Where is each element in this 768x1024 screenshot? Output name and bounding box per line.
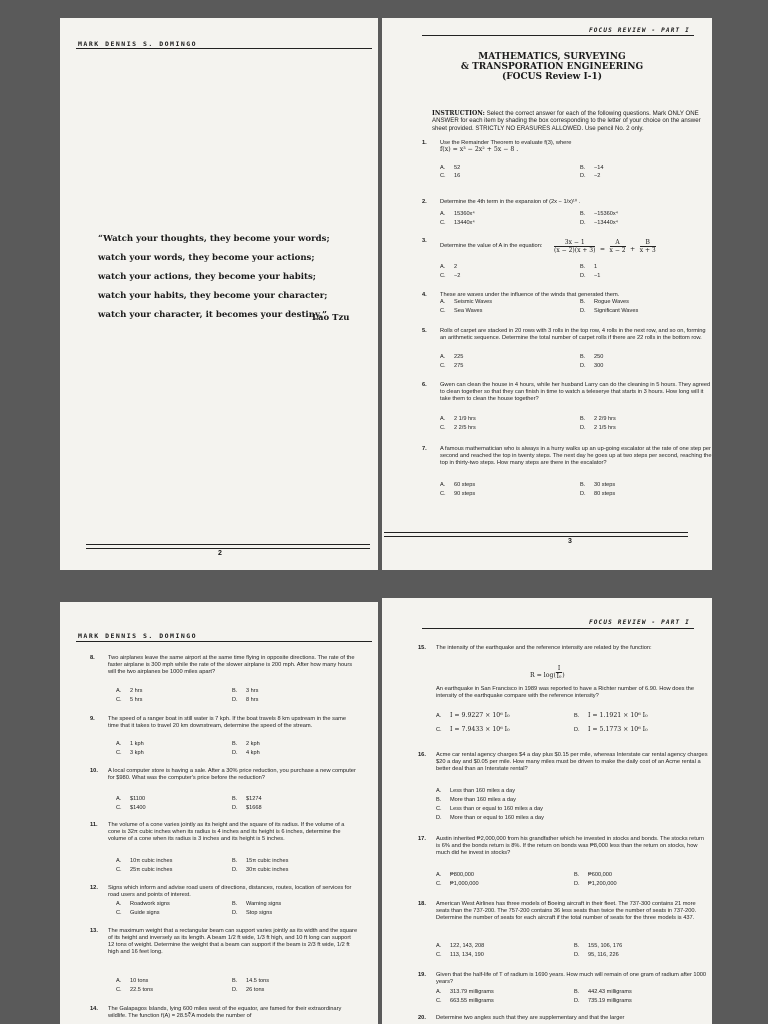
option-a[interactable]: A. 60 steps bbox=[440, 482, 476, 488]
option-b[interactable]: B. More than 160 miles a day bbox=[436, 797, 516, 803]
question-number: 10. bbox=[90, 768, 98, 774]
question-text: Signs which inform and advise road users of directions, distances, routes, location of services for road users and points of interest. bbox=[108, 885, 352, 898]
question-number: 11. bbox=[90, 822, 98, 828]
option-a[interactable]: A. Roadwork signs bbox=[116, 901, 170, 907]
option-b[interactable]: B. 1 bbox=[580, 264, 598, 270]
question-number: 19. bbox=[418, 972, 426, 978]
question-text: Given that the half-life of T of radium is 1690 years. How much will remain of one gram of radium after 1000 years? bbox=[436, 972, 707, 985]
question-text: Acme car rental agency charges $4 a day plus $0.15 per mile, whereas Interstate car rental agency charges $20 a day and $0.05 per mile. How many miles must be driven to make the daily cost of an Acme rental a better deal than an Interstate rental? bbox=[436, 752, 708, 772]
option-a[interactable]: A. 122, 143, 208 bbox=[436, 943, 485, 949]
author-header: MARK DENNIS S. DOMINGO bbox=[78, 632, 198, 640]
question-number: 3. bbox=[422, 238, 427, 244]
page-2 bbox=[60, 18, 378, 570]
question-number: 5. bbox=[422, 328, 427, 334]
option-b[interactable]: B. I = 1.1921 × 10⁶ I₀ bbox=[574, 712, 648, 719]
option-c[interactable]: C. $1400 bbox=[116, 805, 146, 811]
quote-line: watch your actions, they become your habits; bbox=[98, 272, 316, 282]
equation: $\frac{3x - 1}{(x - 2)(x + 3)}$ = $\frac{A}{x - 2}$ + $\frac{B}{x + 3}$ bbox=[554, 239, 656, 255]
option-b[interactable]: B. Warning signs bbox=[232, 901, 282, 907]
question-text: The volume of a cone varies jointly as its height and the square of its radius. If the volume of a cone is 32π cubic inches when its radius is 4 inches and its height is 6 inches, determine the volume of a cone when its radius is 3 inches and its height is 5 inches. bbox=[108, 822, 345, 842]
question-text: A famous mathematician who is always in a hurry walks up an up-going escalator at the rate of one step per second and reached the top in twenty steps. The next day he goes up at two steps per second, reaching the top in thirty-two steps. How many steps are there in the escalator? bbox=[440, 446, 712, 466]
focus-header: FOCUS REVIEW - PART I bbox=[588, 619, 690, 626]
question-text: A local computer store is having a sale. After a 30% price reduction, you purchase a new computer for $980. What was the computer's price before the reduction? bbox=[108, 768, 356, 781]
question-number: 9. bbox=[90, 716, 95, 722]
option-c[interactable]: C. 5 hrs bbox=[116, 697, 143, 703]
footer-rule bbox=[86, 544, 370, 549]
option-a[interactable]: A. 313.79 milligrams bbox=[436, 989, 494, 995]
option-c[interactable]: C. 16 bbox=[440, 173, 461, 179]
option-c[interactable]: C. 3 kph bbox=[116, 750, 144, 756]
option-a[interactable]: A. ₱800,000 bbox=[436, 872, 474, 878]
option-a[interactable]: A. 1 kph bbox=[116, 741, 144, 747]
option-b[interactable]: B. 14.5 tons bbox=[232, 978, 270, 984]
option-d[interactable]: D. 4 kph bbox=[232, 750, 260, 756]
option-d[interactable]: D. −2 bbox=[580, 173, 601, 179]
option-a[interactable]: A. 10 tons bbox=[116, 978, 149, 984]
title-line: MATHEMATICS, SURVEYING bbox=[478, 52, 626, 62]
title-line: & TRANSPORATION ENGINEERING bbox=[460, 62, 644, 72]
option-d[interactable]: D. 80 steps bbox=[580, 491, 616, 497]
option-d[interactable]: D. −13440x⁴ bbox=[580, 220, 619, 226]
question-number: 16. bbox=[418, 752, 426, 758]
question-number: 15. bbox=[418, 645, 426, 651]
question-number: 14. bbox=[90, 1006, 98, 1012]
option-c[interactable]: C. 22.5 tons bbox=[116, 987, 154, 993]
option-a[interactable]: A. 225 bbox=[440, 354, 464, 360]
option-b[interactable]: B. −14 bbox=[580, 165, 604, 171]
page-number: 3 bbox=[568, 538, 572, 545]
question-number: 18. bbox=[418, 901, 426, 907]
option-d[interactable]: D. 8 hrs bbox=[232, 697, 259, 703]
page-number: 2 bbox=[218, 550, 222, 557]
question-expression: f(x) = x³ − 2x² + 5x − 8 . bbox=[440, 145, 519, 153]
question-number: 20. bbox=[418, 1015, 426, 1021]
option-d[interactable]: D. 95, 116, 226 bbox=[574, 952, 619, 958]
option-d[interactable]: D. ₱1,200,000 bbox=[574, 881, 617, 887]
question-15-context bbox=[436, 686, 708, 700]
option-d[interactable]: D. Significant Waves bbox=[580, 308, 639, 314]
option-d[interactable]: D. −1 bbox=[580, 273, 601, 279]
option-b[interactable]: B. 30 steps bbox=[580, 482, 616, 488]
question-text: Rolls of carpet are stacked in 20 rows with 3 rolls in the top row, 4 rolls in the next row, and so on, forming an arithmetic sequence. Determine the total number of carpet rolls if there are 22 rolls in the bottom row. bbox=[440, 328, 706, 341]
question-number: 12. bbox=[90, 885, 98, 891]
option-d[interactable]: D. 735.19 milligrams bbox=[574, 998, 632, 1004]
option-b[interactable]: B. Rogue Waves bbox=[580, 299, 629, 305]
question-text: The maximum weight that a rectangular beam can support varies jointly as its width and the square of its height and inversely as its length. A beam 1/2 ft wide, 1/3 ft high, and 10 ft long can support 12 tons of weight. Determine the weight that a beam can support if the beam is 2/3 ft wide, 1/2 ft high and 16 feet long. bbox=[108, 928, 358, 955]
question-text: The Galapagos Islands, lying 600 miles west of the equator, are famed for their extraordinary wildlife. The function f(A) = 28.5∛A models the number of bbox=[108, 1006, 342, 1019]
option-a[interactable]: A. 2 1/9 hrs bbox=[440, 416, 476, 422]
question-text: These are waves under the influence of the winds that generated them. bbox=[440, 292, 620, 298]
option-d[interactable]: D. I = 5.1773 × 10⁶ I₀ bbox=[574, 726, 648, 733]
header-rule bbox=[76, 48, 372, 49]
option-a[interactable]: A. $1100 bbox=[116, 796, 146, 802]
question-text: Determine the 4th term in the expansion of (2x − 1/x)¹⁰ . bbox=[440, 199, 581, 205]
title-line: (FOCUS Review I-1) bbox=[501, 72, 603, 82]
option-c[interactable]: C. 25π cubic inches bbox=[116, 867, 173, 873]
quote-author: Lao Tzu bbox=[312, 313, 350, 323]
instruction bbox=[432, 110, 708, 132]
page-3 bbox=[382, 18, 712, 570]
instruction-label: INSTRUCTION: bbox=[432, 110, 485, 117]
option-b[interactable]: B. 15π cubic inches bbox=[232, 858, 289, 864]
footer-rule bbox=[384, 532, 688, 537]
question-text: Gwen can clean the house in 4 hours, while her husband Larry can do the cleaning in 5 hours. They agreed to clean together so that they can finish in time to watch a teleserye that starts in 3 hours. How long will it take them to clean the house together? bbox=[440, 382, 711, 402]
option-d[interactable]: D. 26 tons bbox=[232, 987, 265, 993]
option-b[interactable]: B. 2 2/9 hrs bbox=[580, 416, 616, 422]
question-number: 2. bbox=[422, 199, 427, 205]
header-rule bbox=[76, 641, 372, 642]
option-a[interactable]: A. Less than 160 miles a day bbox=[436, 788, 515, 794]
option-d[interactable]: D. 30π cubic inches bbox=[232, 867, 289, 873]
option-c[interactable]: C. 663.55 milligrams bbox=[436, 998, 494, 1004]
quote-line: watch your words, they become your actions; bbox=[98, 253, 315, 263]
option-d[interactable]: D. $1668 bbox=[232, 805, 262, 811]
option-b[interactable]: B. 3 hrs bbox=[232, 688, 259, 694]
question-number: 4. bbox=[422, 292, 427, 298]
option-a[interactable]: A. 15360x⁴ bbox=[440, 211, 475, 217]
focus-header: FOCUS REVIEW - PART I bbox=[588, 27, 690, 34]
option-d[interactable]: D. Stop signs bbox=[232, 910, 273, 916]
question-number: 1. bbox=[422, 140, 427, 146]
instruction-text: Select the correct answer for each of the following questions. Mark ONLY ONE ANSWER for each item by shading the box corresponding to the letter of your choice on the answer sheet provided. STRICTLY NO ERASURES ALLOWED. Use pencil No. 2 only. bbox=[432, 110, 701, 132]
header-rule bbox=[422, 35, 694, 36]
option-c[interactable]: C. 113, 134, 190 bbox=[436, 952, 484, 958]
option-b[interactable]: B. 2 kph bbox=[232, 741, 260, 747]
question-text: American West Airlines has three models of Boeing aircraft in their fleet. The 737-300 contains 21 more seats than the 737-200. The 757-200 contains 36 less seats than twice the number of seats in 737-200. Determine the number of seats for each aircraft if the total number of seats for the three models is 437. bbox=[436, 901, 697, 921]
question-text: Use the Remainder Theorem to evaluate f(3), where bbox=[440, 140, 572, 146]
option-b[interactable]: B. 250 bbox=[580, 354, 604, 360]
option-c[interactable]: C. 90 steps bbox=[440, 491, 476, 497]
option-d[interactable]: D. More than or equal to 160 miles a day bbox=[436, 815, 544, 821]
option-b[interactable]: B. $1274 bbox=[232, 796, 262, 802]
option-c[interactable]: C. ₱1,000,000 bbox=[436, 881, 479, 887]
question-text: Two airplanes leave the same airport at the same time flying in opposite directions. The rate of the faster airplane is 300 mph while the rate of the slower airplane is 200 mph. After how many hours will the two airplanes be 1000 miles apart? bbox=[108, 655, 355, 675]
author-header: MARK DENNIS S. DOMINGO bbox=[78, 40, 198, 48]
page-4 bbox=[60, 602, 378, 1024]
question-number: 7. bbox=[422, 446, 427, 452]
page-5 bbox=[382, 598, 712, 1024]
option-c[interactable]: C. −2 bbox=[440, 273, 461, 279]
question-number: 13. bbox=[90, 928, 98, 934]
option-a[interactable]: A. Seismic Waves bbox=[440, 299, 493, 305]
question-text: An earthquake in San Francisco in 1989 was reported to have a Richter number of 6.90. How does the intensity of the earthquake compare with the reference intensity? bbox=[436, 686, 694, 699]
option-a[interactable]: A. I = 9.9227 × 10⁶ I₀ bbox=[436, 712, 510, 719]
option-a[interactable]: A. 52 bbox=[440, 165, 461, 171]
option-c[interactable]: C. I = 7.9433 × 10⁶ I₀ bbox=[436, 726, 510, 733]
quote-line: “Watch your thoughts, they become your words; bbox=[98, 234, 330, 244]
option-a[interactable]: A. 2 hrs bbox=[116, 688, 143, 694]
quote bbox=[98, 230, 378, 325]
option-c[interactable]: C. 2 2/5 hrs bbox=[440, 425, 476, 431]
option-a[interactable]: A. 2 bbox=[440, 264, 458, 270]
question-number: 17. bbox=[418, 836, 426, 842]
option-c[interactable]: C. Sea Waves bbox=[440, 308, 483, 314]
question-text: Determine the value of A in the equation: bbox=[440, 243, 543, 249]
option-a[interactable]: A. 10π cubic inches bbox=[116, 858, 173, 864]
option-b[interactable]: B. −15360x⁴ bbox=[580, 211, 619, 217]
header-rule bbox=[422, 628, 694, 629]
option-c[interactable]: C. 13440x⁴ bbox=[440, 220, 475, 226]
question-number: 6. bbox=[422, 382, 427, 388]
option-b[interactable]: B. 155, 106, 176 bbox=[574, 943, 623, 949]
question-text: The speed of a ranger boat in still water is 7 kph. If the boat travels 8 km upstream in the same time that it takes to travel 20 km downstream, determine the speed of the stream. bbox=[108, 716, 347, 729]
option-d[interactable]: D. 300 bbox=[580, 363, 604, 369]
richter-formula: R = log( $\frac{I}{\text{I₀}}$ ) bbox=[530, 665, 565, 681]
question-text: The intensity of the earthquake and the reference intensity are related by the function: bbox=[436, 645, 652, 651]
question-text: Austin inherited ₱2,000,000 from his grandfather which he invested in stocks and bonds. The stocks return is 6% and the bonds return is 8%. If the return on bonds was ₱8,000 less than the return on stocks, how much did he invest in stocks? bbox=[436, 836, 704, 856]
option-c[interactable]: C. 275 bbox=[440, 363, 464, 369]
option-d[interactable]: D. 2 1/5 hrs bbox=[580, 425, 616, 431]
option-b[interactable]: B. 442.43 milligrams bbox=[574, 989, 632, 995]
option-c[interactable]: C. Less than or equal to 160 miles a day bbox=[436, 806, 543, 812]
quote-line: watch your character, it becomes your destiny.” bbox=[98, 310, 327, 320]
question-text: Determine two angles such that they are supplementary and that the larger bbox=[436, 1015, 625, 1021]
option-b[interactable]: B. ₱600,000 bbox=[574, 872, 612, 878]
question-1 bbox=[422, 140, 706, 184]
option-c[interactable]: C. Guide signs bbox=[116, 910, 160, 916]
question-number: 8. bbox=[90, 655, 95, 661]
quote-line: watch your habits, they become your character; bbox=[98, 291, 328, 301]
